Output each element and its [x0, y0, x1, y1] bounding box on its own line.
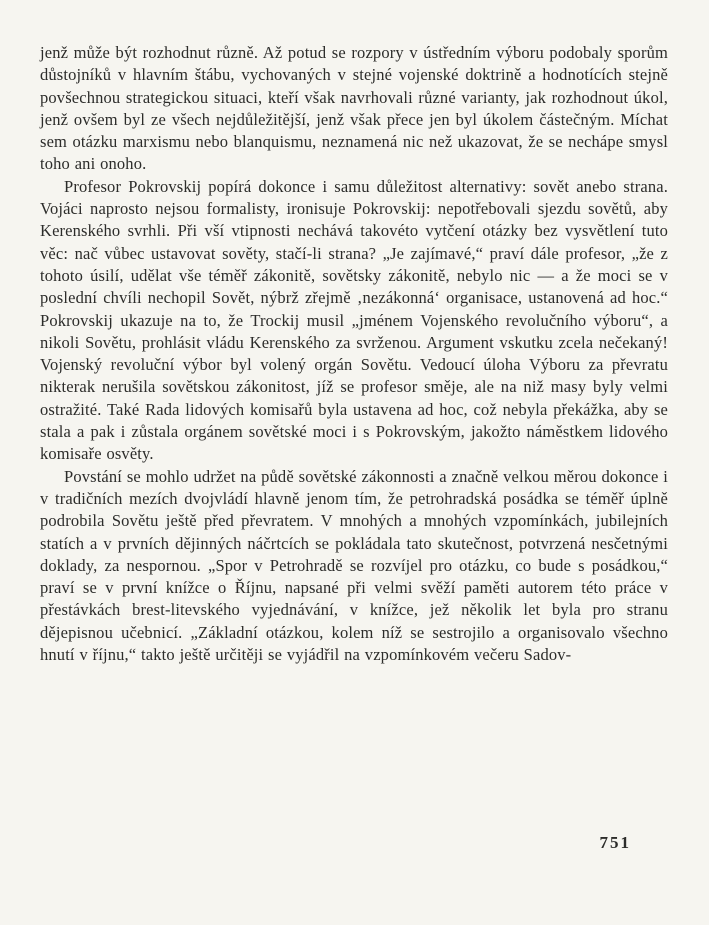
page-number: 751 — [599, 833, 631, 852]
paragraph-continuation: jenž může být rozhodnut různě. Až potud se rozpory v ústředním výboru podobaly sporům důstojníků v hlavním štábu, vychovaných v stejné vojenské doktrině a hodnotících stejně povšechnou strategickou situaci, kteří však navrhovali různé varianty, jak rozhodnout úkol, jenž ovšem byl ze všech nejdůležitější, jenž však přece jen byl úkolem částečným. Míchat sem otázku marxismu nebo blanquismu, neznamená nic než ukazovat, že se nechápe smysl toho ani onoho. — [40, 43, 668, 174]
paragraph-povstani: Povstání se mohlo udržet na půdě sovětské zákonnosti a značně velkou měrou dokonce i v tradičních mezích dvojvládí hlavně jenom tím, že petrohradská posádka se téměř úplně podrobila Sovětu ještě před převratem. V mnohých a mnohých vzpomínkách, jubilejních statích a v prvních dějinných náčrtcích se pokládala tato skutečnost, potvrzená nesčetnými doklady, za nespornou. „Spor v Petrohradě se rozvíjel pro otázku, co bude s posádkou,“ praví se v první knížce o Říjnu, napsané při velmi svěží paměti autorem této práce v přestávkách brest-litevského vyjednávání, v knížce, jež několik let byla pro stranu dějepisnou učebnicí. „Základní otázkou, kolem níž se sestrojilo a organisovalo všechno hnutí v říjnu,“ takto ještě určitěji se vyjádřil na vzpomínkovém večeru Sadov- — [40, 466, 668, 665]
paragraph-pokrovskij: Profesor Pokrovskij popírá dokonce i samu důležitost alternativy: sovět anebo strana. Vojáci naprosto nejsou formalisty, ironisuje Pokrovskij: nepotřebovali sjezdu sovětů, aby Kerenského svrhli. Při vší vtipnosti nechává takovéto vytčení otázky bez vysvětlení tuto věc: nač vůbec ustavovat sověty, stačí-li strana? „Je zajímavé,“ praví dále profesor, „že z tohoto úsilí, udělat vše téměř zákonitě, sovětsky zákonitě, nebylo nic — a že moci se v poslední chvíli nechopil Sovět, nýbrž zřejmě ‚nezákonná‘ organisace, ustanovená ad hoc.“ Pokrovskij ukazuje na to, že Trockij musil „jménem Vojenského revolučního výboru“, a nikoli Sovětu, prohlásit vládu Kerenského za svrženou. Argument vskutku zcela nečekaný! Vojenský revoluční výbor byl volený orgán Sovětu. Vedoucí úloha Výboru za převratu nikterak nerušila sovětskou zákonitost, jíž se profesor směje, ale na niž masy byly velmi ostražité. Také Rada lidových komisařů byla ustavena ad hoc, což nebyla překážka, aby se stala a pak i zůstala orgánem sovětské moci i s Pokrovským, jakožto náměstkem lidového komisaře osvěty. — [40, 176, 668, 464]
text-block — [40, 42, 668, 666]
